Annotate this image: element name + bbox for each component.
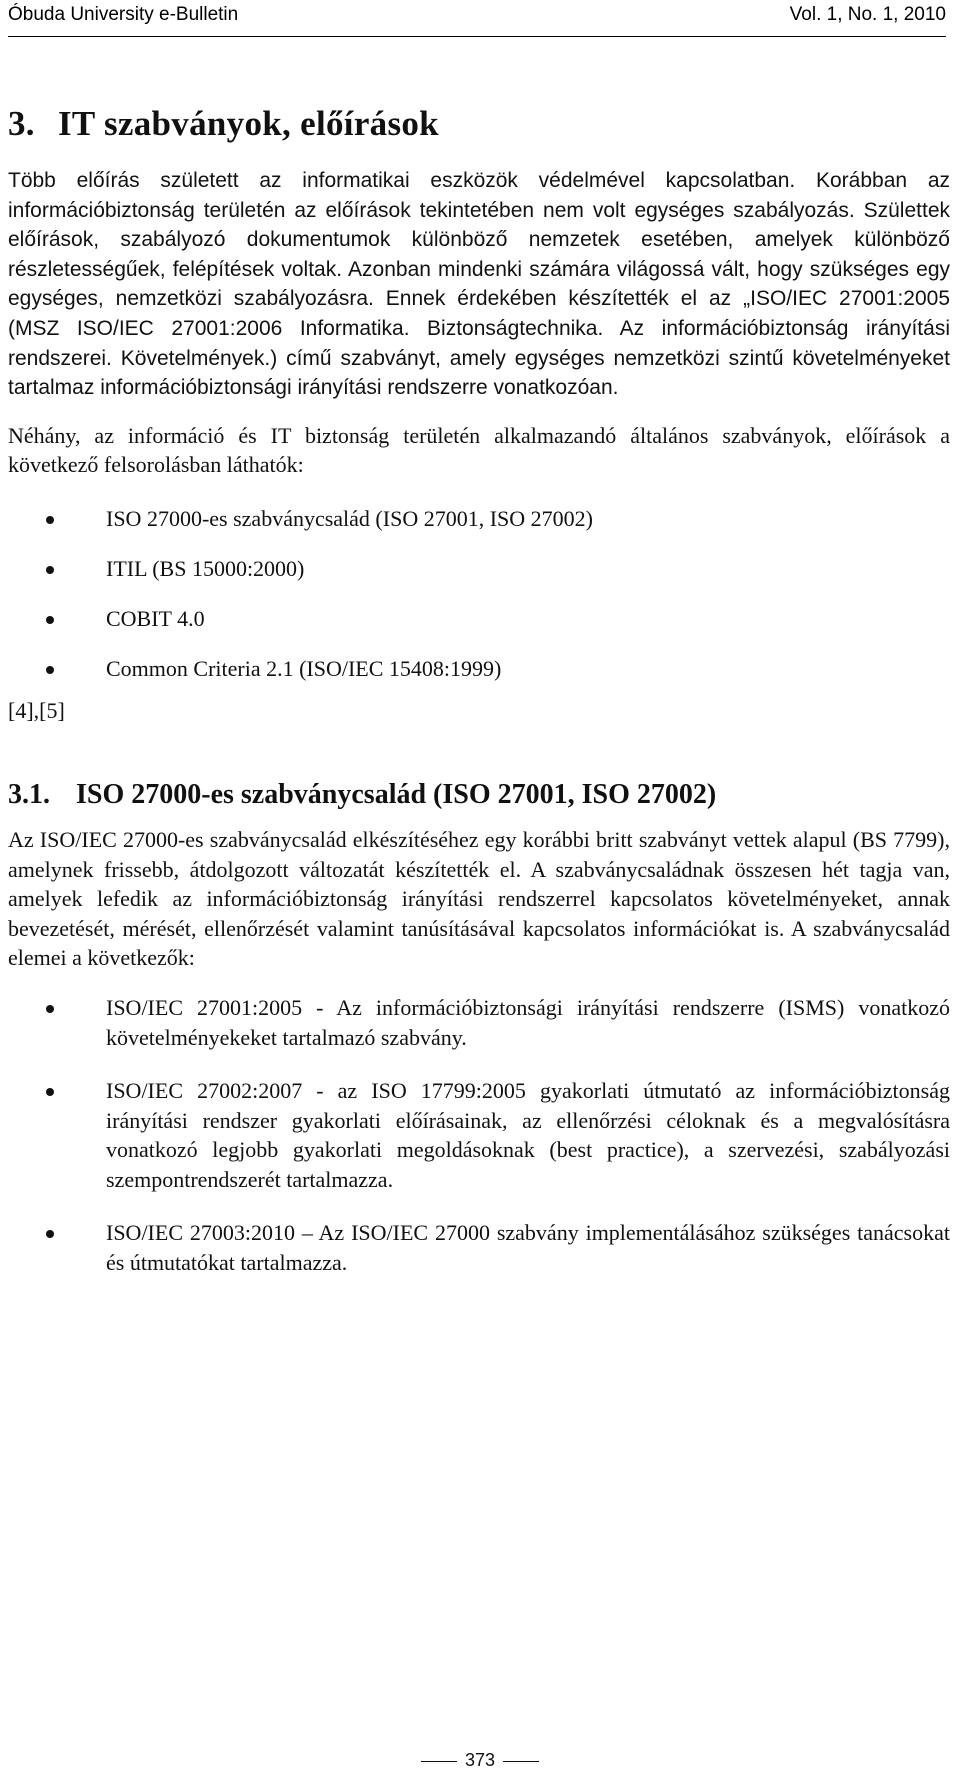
standard-family-list: [8, 993, 950, 1278]
list-item: COBIT 4.0: [8, 605, 950, 655]
subsection-heading: [8, 777, 950, 813]
intro-paragraph: Több előírás született az informatikai eszközök védelmével kapcsolatban. Korábban az információbiztonság területén az előírások tekintetében nem volt egységes szabályozás. Születtek előírások, szabályozó dokumentumok különböző nemzetek esetében, amelyek különböző részletességűek, felépítések voltak. Azonban mindenki számára világossá vált, hogy szükséges egy egységes, nemzetközi szabályozásra. Ennek érdekében készítették el az „ISO/IEC 27001:2005 (MSZ ISO/IEC 27001:2006 Informatika. Biztonságtechnika. Az információbiztonság irányítási rendszerei. Követelmények.) című szabványt, amely egységes nemzetközi szintű követelményeket tartalmaz információbiztonsági irányítási rendszerre vonatkozóan.: [8, 169, 950, 400]
bullet-icon: [46, 666, 54, 674]
subsection-paragraph: Az ISO/IEC 27000-es szabványcsalád elkészítéséhez egy korábbi britt szabványt vettek alapul (BS 7799), amelynek frissebb, átdolgozott változatát készítették el. A szabványcsaládnak összesen hét tagja van, amelyek lefedik az információbiztonság irányítási rendszerrel kapcsolatos követelményeket, annak bevezetését, mérését, ellenőrzését valamint tanúsításával kapcsolatos információkat is. A szabványcsalád elemei a következők:: [8, 826, 950, 971]
section-title: IT szabványok, előírások: [58, 104, 439, 143]
page-number: 373: [464, 1750, 496, 1770]
volume-info: Vol. 1, No. 1, 2010: [789, 4, 946, 25]
standards-intro-paragraph: Néhány, az információ és IT biztonság területén alkalmazandó általános szabványok, előírások a következő felsorolásban láthatók:: [8, 422, 950, 478]
page-footer: [0, 1750, 960, 1771]
bullet-icon: [46, 516, 54, 524]
running-header: [8, 0, 946, 37]
list-item: ISO 27000-es szabványcsalád (ISO 27001, ISO 27002): [8, 505, 950, 555]
list-item: ISO/IEC 27003:2010 – Az ISO/IEC 27000 szabvány implementálásához szükséges tanácsokat és útmutatókat tartalmazza.: [8, 1218, 950, 1277]
page-content: [8, 104, 950, 1278]
bullet-icon: [46, 1005, 54, 1013]
footer-dash-left: [421, 1761, 457, 1762]
standards-list: [8, 505, 950, 705]
bullet-icon: [46, 1230, 54, 1238]
footer-dash-right: [503, 1761, 539, 1762]
journal-name: Óbuda University e-Bulletin: [8, 4, 239, 25]
section-number: 3.: [8, 104, 35, 143]
references: [4],[5]: [8, 697, 65, 723]
bullet-icon: [46, 616, 54, 624]
list-item: Common Criteria 2.1 (ISO/IEC 15408:1999): [8, 655, 950, 705]
bullet-icon: [46, 1088, 54, 1096]
list-item: ISO/IEC 27001:2005 - Az információbiztonsági irányítási rendszerre (ISMS) vonatkozó követelményekeket tartalmazó szabvány.: [8, 993, 950, 1052]
section-heading: [8, 104, 950, 144]
subsection-number: 3.1.: [8, 778, 50, 810]
list-item: ITIL (BS 15000:2000): [8, 555, 950, 605]
list-item: ISO/IEC 27002:2007 - az ISO 17799:2005 gyakorlati útmutató az információbiztonság irányítási rendszer gyakorlati előírásainak, az ellenőrzési céloknak és a megvalósításra vonatkozó legjobb gyakorlati megoldásoknak (best practice), a szervezési, szabályozási szempontrendszerét tartalmazza.: [8, 1076, 950, 1194]
subsection-title: ISO 27000-es szabványcsalád (ISO 27001, ISO 27002): [76, 778, 717, 810]
bullet-icon: [46, 566, 54, 574]
